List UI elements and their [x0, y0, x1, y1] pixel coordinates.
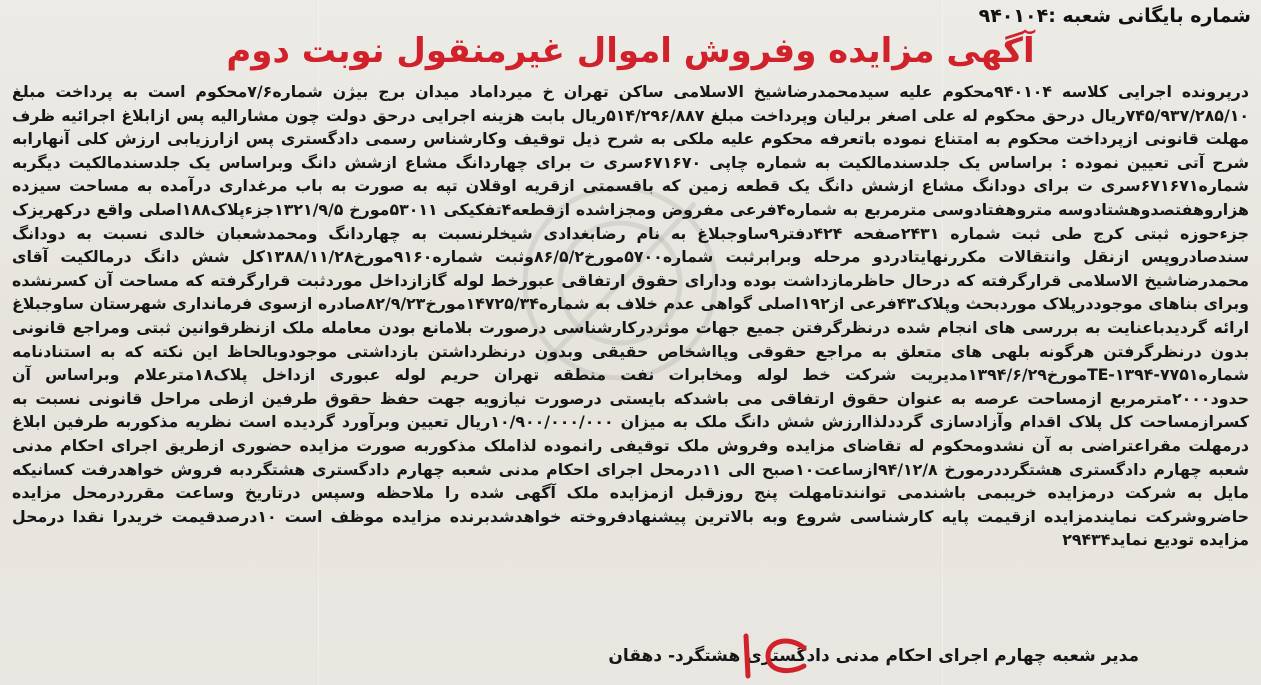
archive-number: شماره بایگانی شعبه :۹۴۰۱۰۴	[978, 5, 1251, 27]
notice-body: درپرونده اجرایی کلاسه ۹۴۰۱۰۴محکوم علیه سیدمحمدرضاشیخ الاسلامی ساکن تهران خ میرداماد میدان برج بیژن شماره۷/۶محکوم است به پرداخت مبلغ ۷۴۵/۹۳۷/۲۸۵/۱۰ریال درحق محکوم له علی اصغر برلیان وپرداخت مبلغ ۵۱۴/۲۹۶/۸۸۷ریال بابت هزینه اجرایی درحق دولت چون مشارالیه پس ازابلاغ اجرائیه ظرف مهلت قانونی ازپرداخت محکوم به امتناع نموده باتعرفه محکوم علیه ملکی به شرح ذیل توقیف وکارشناس رسمی دادگستری پس ازارزیابی ارزش کلی آنهارابه شرح آتی تعیین نموده : براساس یک جلدسندمالکیت به شماره چاپی ۶۷۱۶۷۰سری ت برای چهاردانگ مشاع ازشش دانگ وبراساس یک جلدسندمالکیت دیگربه شماره۶۷۱۶۷۱سری ت برای دودانگ مشاع ازشش دانگ یک قطعه زمین که باقسمتی ازقریه اوقلان تپه به صورت به باب مرغداری درآمده به مساحت سیزده هزاروهفتصدوهشتادوسه متروهفتادوسی مترمربع به شماره۴فرعی مفروض ومجزاشده ازقطعه۴تفکیکی ۵۳۰۱۱مورخ ۱۳۲۱/۹/۵جزءپلاک۱۸۸اصلی واقع درکهریزک جزءحوزه ثبتی کرج طی ثبت شماره ۲۴۳۱صفحه ۴۲۴دفتر۹ساوجبلاغ به نام رضابغدادی شیخلرنسبت به چهاردانگ ومحمدشعبان خالدی نسبت به دودانگ سندصادروپس ازنقل وانتقالات مکررنهایتادردو مرحله وبرابرثبت شماره۵۷۰۰مورخ۸۶/۵/۲وثبت شماره۹۱۶۰مورخ۱۳۸۸/۱۱/۲۸کل شش دانگ درمالکیت آقای محمدرضاشیخ الاسلامی قرارگرفته که درحال حاظرمازداشت بوده ودارای حقوق ارتفاقی عبورخط لوله گازازداخل موردثبت قرارگرفته که مساحت آن کسرنشده وبرای بناهای موجوددرپلاک موردبحث وپلاک۴۳فرعی از۱۹۲اصلی گواهی عدم خلاف به شماره۱۴۷۲۵/۳۴مورخ۸۲/۹/۲۳صادره ازسوی فرمانداری شهرستان ساوجبلاغ ارائه گردیدباعنایت به بررسی های انجام شده درنظرگرفتن جمیع جهات موثردرکارشناسی درصورت بلامانع بودن معامله ملک ازنظرقوانین ثبتی ومراجع قانونی بدون درنظرگرفتن هرگونه بلهی های متعلق به مراجع حقوقی وپااشخاص حقیقی وبدون درنظرداشتن بازداشتی موجودوبالحاظ این نکته که به استنادنامه شماره۷۷۵۱-۱۳۹۴-TEمورخ۱۳۹۴/۶/۲۹مدیریت شرکت خط لوله ومخابرات نفت منطقه تهران حریم لوله عبوری ازداخل پلاک۱۸مترعلام وبراساس آن حدود۲۰۰۰مترمربع ازمساحت عرصه به عنوان حقوق ارتفاقی می باشدکه بایستی درصورت نیازویه جهت حفظ حقوق طرفین ازطی مراحل قانونی نسبت به کسرازمساحت کل پلاک اقدام وآزادسازی گرددلذاارزش شش دانگ ملک به میزان ۱۰/۹۰۰/۰۰۰/۰۰۰ریال تعیین وبرآورد گردیده است نظریه مذکوربه طرفین ابلاغ درمهلت مقراعتراضی به آن نشدومحکوم له تقاضای مزایده وفروش ملک توقیفی رانموده لذاملک مذکوربه صورت مزایده حضوری ازطریق اجرای احکام مدنی شعبه چهارم دادگستری هشتگرددرمورخ ۹۴/۱۲/۸ازساعت۱۰صبح الی ۱۱درمحل اجرای احکام مدنی شعبه چهارم دادگستری هشتگردبه فروش خواهدرفت کسانیکه مایل به شرکت درمزایده خریبمی باشندمی توانندتامهلت پنج روزقبل ازمزایده ملک آگهی شده را ملاحظه وسپس درتاریخ وساعت مقرردرمحل مزایده حاضروشرکت نمایندمزایده ازقیمت پایه کارشناسی شروع وبه بالاترین پیشنهادفروخته خواهدشدبرنده مزایده موظف است ۱۰درصدقیمت خریدرا نقدا درمحل مزایده تودیع نماید۲۹۴۳۴	[12, 82, 1250, 550]
notice-signature: مدیر شعبه چهارم اجرای احکام مدنی دادگستری هشتگرد- دهقان	[608, 646, 1139, 666]
handwritten-annotation-icon	[732, 626, 812, 682]
notice-headline: آگهی مزایده وفروش اموال غیرمنقول نوبت دوم	[226, 31, 1035, 71]
